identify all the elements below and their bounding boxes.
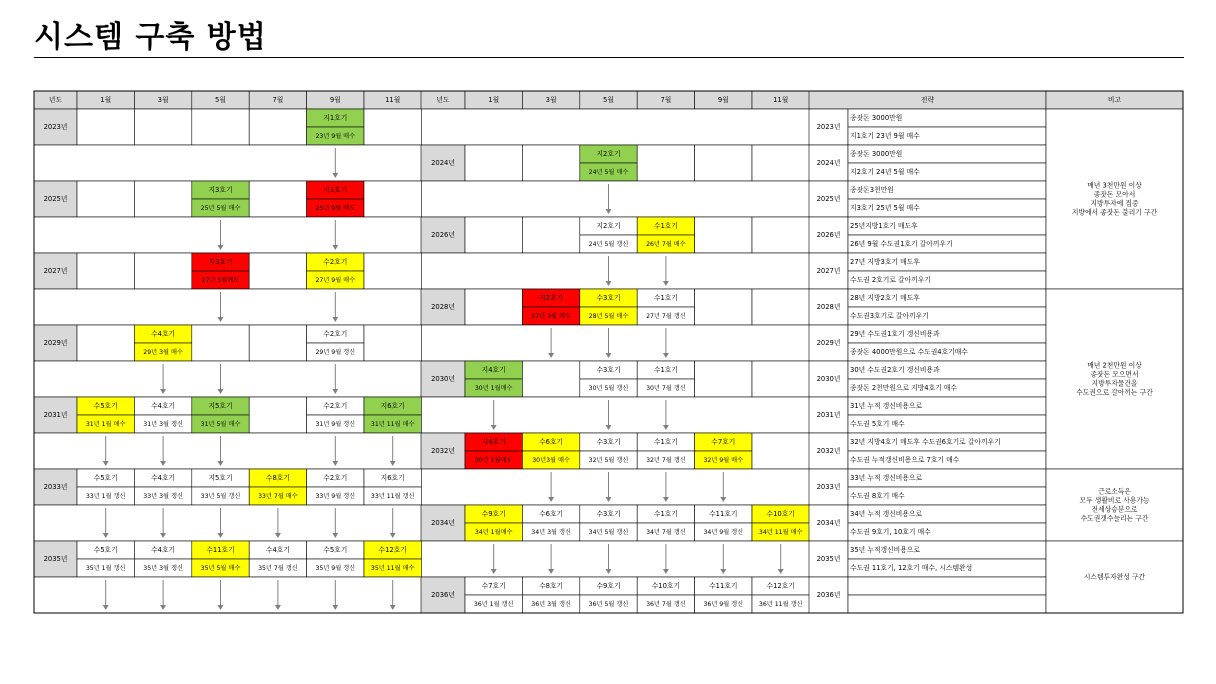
unit-name: 지2호기 <box>539 294 564 302</box>
strategy-line-cell <box>848 595 1046 613</box>
note-line: 전세상승분으로 <box>1091 505 1138 514</box>
empty-month-cell <box>522 217 579 253</box>
unit-action: 28년 5월 매수 <box>588 313 629 320</box>
unit-name: 수3호기 <box>596 366 621 374</box>
unit-name: 수12호기 <box>378 546 407 554</box>
empty-month-cell <box>752 289 809 325</box>
empty-month-cell <box>364 181 421 217</box>
strategy-line: 수도권 11호기, 12호기 매수, 시스템완성 <box>850 564 973 572</box>
unit-name: 수2호기 <box>323 258 348 266</box>
header-month-left: 7월 <box>272 96 284 104</box>
header-month-left: 3월 <box>157 96 169 104</box>
unit-name: 수3호기 <box>596 438 621 446</box>
strategy-line: 25년지방1호기 매도후 <box>850 222 918 230</box>
unit-name: 수8호기 <box>265 474 290 482</box>
note-line: 수도권갯수늘리는 구간 <box>1080 514 1149 523</box>
empty-month-cell <box>752 217 809 253</box>
strategy-line: 수도권 누적갱신비용으로 7호기 매수 <box>850 456 960 464</box>
unit-name: 수2호기 <box>323 330 348 338</box>
strategy-line: 29년 수도권1호기 갱신비용과 <box>850 330 940 338</box>
unit-name: 수2호기 <box>323 402 348 410</box>
empty-month-cell <box>522 145 579 181</box>
unit-name: 수5호기 <box>93 546 118 554</box>
note-line: 모두 생활비로 사용가능 <box>1079 496 1150 505</box>
unit-action: 31년 9월 갱신 <box>315 421 356 428</box>
unit-name: 수10호기 <box>766 510 795 518</box>
note-line: 종잣돈 모아서 <box>1093 190 1136 199</box>
strategy-line: 종잣돈3천만원 <box>850 186 894 194</box>
unit-action: 36년 3월 갱신 <box>531 601 571 608</box>
year-label: 2028년 <box>431 303 455 311</box>
header-month-left: 9월 <box>329 96 341 104</box>
unit-action: 36년 7월 갱신 <box>646 601 686 608</box>
year-label: 2032년 <box>431 447 455 455</box>
unit-name: 수1호기 <box>653 510 678 518</box>
strategy-line: 수도권 9호기, 10호기 매수 <box>850 528 931 536</box>
strategy-line-cell <box>848 577 1046 595</box>
unit-name: 수10호기 <box>651 582 681 590</box>
unit-name: 수9호기 <box>481 510 506 518</box>
unit-name: 수4호기 <box>151 330 176 338</box>
unit-action: 30년3월 매수 <box>532 457 570 464</box>
strategy-line: 수도권 2호기로 갈아끼우기 <box>850 276 931 284</box>
strategy-year-label: 2024년 <box>816 159 841 167</box>
unit-action: 36년 5월 갱신 <box>588 601 629 608</box>
idle-band <box>34 145 421 181</box>
empty-month-cell <box>695 217 752 253</box>
note-line: 시스템투자완성 구간 <box>1083 573 1146 581</box>
unit-action: 35년 9월 갱신 <box>315 565 356 572</box>
idle-band <box>34 217 421 253</box>
unit-action: 35년 11월 매수 <box>370 565 415 572</box>
empty-month-cell <box>249 253 306 289</box>
note-line: 매년 3천만원 이상 <box>1087 181 1142 190</box>
unit-name: 수4호기 <box>151 546 176 554</box>
strategy-line: 31년 누적 갱신비용으로 <box>850 402 923 410</box>
year-label: 2033년 <box>43 483 68 491</box>
strategy-year-label: 2027년 <box>816 267 841 275</box>
header-year-left: 년도 <box>48 96 63 104</box>
unit-action: 35년 1월 갱신 <box>85 565 126 572</box>
unit-name: 수1호기 <box>653 438 678 446</box>
unit-name: 지5호기 <box>208 402 233 410</box>
unit-action: 33년 11월 갱신 <box>370 493 415 500</box>
empty-month-cell <box>637 145 694 181</box>
note-line: 매년 2천만원 이상 <box>1087 361 1142 370</box>
year-label: 2030년 <box>431 375 455 383</box>
header-strategy: 전략 <box>920 96 935 104</box>
year-label: 2035년 <box>43 555 68 563</box>
strategy-line: 지1호기 23년 9월 매수 <box>850 132 920 140</box>
header-year-right: 년도 <box>436 96 450 104</box>
header-month-right: 9월 <box>717 96 729 104</box>
idle-band <box>34 361 421 397</box>
unit-action: 24년 5월 매수 <box>588 169 629 176</box>
note-line: 수도권으로 갈아끼는 구간 <box>1076 388 1153 397</box>
year-label: 2034년 <box>431 519 455 527</box>
unit-name: 지2호기 <box>596 150 621 158</box>
unit-action: 27년 9월 매수 <box>315 277 356 284</box>
header-month-right: 3월 <box>545 96 557 104</box>
strategy-year-label: 2032년 <box>816 447 841 455</box>
idle-band <box>421 469 809 505</box>
unit-name: 수11호기 <box>709 510 738 518</box>
header-month-left: 5월 <box>215 96 226 104</box>
note-line: 근로소득은 <box>1098 487 1131 496</box>
unit-action: 33년 1월 갱신 <box>85 493 126 500</box>
empty-month-cell <box>465 289 522 325</box>
header-month-right: 5월 <box>603 96 614 104</box>
header-month-left: 11월 <box>385 96 401 104</box>
unit-action: 33년 5월 갱신 <box>200 493 241 500</box>
unit-name: 지1호기 <box>323 186 348 194</box>
unit-action: 34년 3월 갱신 <box>531 529 571 536</box>
unit-action: 34년 1월매수 <box>474 529 513 536</box>
unit-action: 32년 7월 갱신 <box>646 457 686 464</box>
unit-action: 34년 11월 매수 <box>758 529 803 536</box>
unit-name: 수8호기 <box>539 582 564 590</box>
strategy-line: 종잣돈 2천만원으로 지방4호기 매수 <box>850 384 958 392</box>
empty-month-cell <box>77 253 134 289</box>
unit-action: 25년 5월 매수 <box>200 205 241 212</box>
empty-month-cell <box>249 325 306 361</box>
empty-month-cell <box>695 145 752 181</box>
empty-month-cell <box>134 253 191 289</box>
unit-name: 수5호기 <box>93 474 118 482</box>
unit-action: 31년 5월 매수 <box>200 421 241 428</box>
unit-name: 지4호기 <box>481 366 506 374</box>
idle-band <box>421 253 809 289</box>
unit-name: 수1호기 <box>653 294 678 302</box>
unit-action: 23년 9월 매수 <box>315 133 356 140</box>
empty-month-cell <box>752 145 809 181</box>
empty-month-cell <box>364 109 421 145</box>
year-label: 2023년 <box>43 123 68 131</box>
unit-name: 수5호기 <box>323 546 348 554</box>
empty-month-cell <box>695 361 752 397</box>
unit-action: 31년 3월 갱신 <box>143 421 183 428</box>
year-label: 2036년 <box>431 591 455 599</box>
unit-name: 수3호기 <box>596 510 621 518</box>
idle-band <box>34 577 421 613</box>
idle-band <box>34 505 421 541</box>
empty-month-cell <box>134 181 191 217</box>
strategy-line: 35년 누적갱신비용으로 <box>850 546 920 554</box>
unit-name: 지1호기 <box>323 114 348 122</box>
empty-month-cell <box>249 397 306 433</box>
unit-name: 수2호기 <box>323 474 348 482</box>
unit-action: 32년 5월 갱신 <box>588 457 629 464</box>
strategy-line: 종잣돈 3000만원 <box>850 150 903 158</box>
unit-name: 수7호기 <box>711 438 736 446</box>
strategy-year-label: 2029년 <box>816 339 841 347</box>
empty-month-cell <box>364 325 421 361</box>
strategy-year-label: 2023년 <box>816 123 841 131</box>
strategy-line: 지2호기 24년 5월 매수 <box>850 168 920 176</box>
unit-action: 26년 7월 매수 <box>646 241 686 248</box>
empty-month-cell <box>77 181 134 217</box>
strategy-line: 종잣돈 3000만원 <box>850 114 903 122</box>
strategy-year-label: 2035년 <box>816 555 841 563</box>
unit-action: 24년 5월 갱신 <box>588 241 629 248</box>
empty-month-cell <box>192 109 249 145</box>
header-month-left: 1월 <box>100 96 112 104</box>
unit-name: 수4호기 <box>151 474 176 482</box>
unit-name: 수7호기 <box>481 582 506 590</box>
note-line: 지방투자물건을 <box>1091 379 1138 388</box>
empty-month-cell <box>77 109 134 145</box>
note-line: 지방에서 종잣돈 불리기 구간 <box>1071 208 1158 217</box>
unit-action: 35년 3월 갱신 <box>143 565 183 572</box>
strategy-line: 26년 9월 수도권1호기 갈아끼우기 <box>850 240 953 248</box>
strategy-year-label: 2026년 <box>816 231 841 239</box>
unit-action: 31년 11월 매수 <box>370 421 415 428</box>
unit-action: 30년 7월 갱신 <box>646 385 686 392</box>
unit-name: 지2호기 <box>596 222 621 230</box>
strategy-line: 32년 지방4호기 매도후 수도권6호기로 갈아끼우기 <box>850 438 1001 446</box>
strategy-year-label: 2030년 <box>816 375 841 383</box>
unit-action: 29년 3월 매수 <box>143 349 183 356</box>
unit-name: 지4호기 <box>481 438 506 446</box>
unit-name: 수9호기 <box>596 582 621 590</box>
strategy-year-label: 2028년 <box>816 303 841 311</box>
unit-action: 30년 5월 갱신 <box>588 385 629 392</box>
strategy-line: 수도권 8호기 매수 <box>850 492 905 500</box>
unit-action: 34년 5월 갱신 <box>588 529 629 536</box>
year-label: 2026년 <box>431 231 455 239</box>
unit-name: 지3호기 <box>208 258 233 266</box>
strategy-line: 종잣돈 4000만원으로 수도권4호기매수 <box>850 348 968 356</box>
unit-action: 25년 9월 매도 <box>315 205 356 212</box>
idle-band <box>421 541 809 577</box>
unit-action: 27년 5월매도 <box>201 277 240 284</box>
empty-month-cell <box>695 289 752 325</box>
unit-action: 33년 7월 매수 <box>258 493 298 500</box>
strategy-line: 지3호기 25년 5월 매수 <box>850 204 920 212</box>
unit-name: 지5호기 <box>208 474 233 482</box>
unit-action: 35년 5월 매수 <box>200 565 241 572</box>
year-label: 2029년 <box>43 339 68 347</box>
unit-name: 수5호기 <box>93 402 118 410</box>
unit-action: 27년 7월 갱신 <box>646 313 686 320</box>
unit-action: 34년 9월 갱신 <box>703 529 744 536</box>
year-label: 2025년 <box>43 195 68 203</box>
strategy-line: 수도권3호기로 갈아끼우기 <box>850 312 929 320</box>
header-note: 비고 <box>1107 96 1122 104</box>
year-label: 2024년 <box>431 159 455 167</box>
empty-month-cell <box>134 109 191 145</box>
empty-month-cell <box>192 325 249 361</box>
unit-name: 수11호기 <box>709 582 738 590</box>
unit-action: 36년 9월 갱신 <box>703 601 744 608</box>
strategy-line: 수도권 5호기 매수 <box>850 420 905 428</box>
strategy-year-label: 2031년 <box>816 411 841 419</box>
empty-month-cell <box>249 109 306 145</box>
strategy-line: 33년 누적 갱신비용으로 <box>850 474 923 482</box>
unit-name: 수11호기 <box>206 546 235 554</box>
header-month-right: 11월 <box>773 96 789 104</box>
year-label: 2031년 <box>43 411 68 419</box>
unit-action: 34년 7월 갱신 <box>646 529 686 536</box>
idle-band <box>421 325 809 361</box>
unit-name: 수6호기 <box>539 510 564 518</box>
unit-action: 27년 3월 매도 <box>531 313 571 320</box>
unit-name: 지6호기 <box>380 402 405 410</box>
unit-name: 수3호기 <box>596 294 621 302</box>
empty-month-cell <box>77 325 134 361</box>
idle-band <box>34 289 421 325</box>
unit-action: 30년 1월매도 <box>474 457 513 464</box>
header-month-right: 7월 <box>660 96 672 104</box>
unit-action: 35년 7월 갱신 <box>258 565 298 572</box>
idle-band <box>34 433 421 469</box>
unit-name: 수4호기 <box>151 402 176 410</box>
idle-band <box>421 109 809 145</box>
unit-name: 지3호기 <box>208 186 233 194</box>
unit-name: 수1호기 <box>653 222 678 230</box>
unit-action: 31년 1월 매수 <box>85 421 126 428</box>
empty-month-cell <box>752 433 809 469</box>
strategy-line: 27년 지방3호기 매도후 <box>850 258 920 266</box>
idle-band <box>421 397 809 433</box>
idle-band <box>421 181 809 217</box>
unit-action: 33년 3월 갱신 <box>143 493 183 500</box>
empty-month-cell <box>522 361 579 397</box>
year-label: 2027년 <box>43 267 68 275</box>
unit-name: 수1호기 <box>653 366 678 374</box>
empty-month-cell <box>752 361 809 397</box>
strategy-year-label: 2025년 <box>816 195 841 203</box>
strategy-line: 30년 수도권2호기 갱신비용과 <box>850 366 940 374</box>
note-line: 지방투자에 집중 <box>1090 199 1139 208</box>
strategy-year-label: 2033년 <box>816 483 841 491</box>
empty-month-cell <box>249 181 306 217</box>
header-month-right: 1월 <box>488 96 500 104</box>
strategy-line: 34년 누적 갱신비용으로 <box>850 510 923 518</box>
empty-month-cell <box>465 145 522 181</box>
unit-action: 30년 1월매수 <box>474 385 513 392</box>
unit-action: 36년 11월 갱신 <box>758 601 803 608</box>
unit-name: 지6호기 <box>380 474 405 482</box>
unit-name: 수6호기 <box>539 438 564 446</box>
strategy-line: 28년 지방2호기 매도후 <box>850 294 920 302</box>
page-title: 시스템 구축 방법 <box>34 20 267 55</box>
note-line: 종잣돈 모으면서 <box>1090 370 1139 379</box>
empty-month-cell <box>364 253 421 289</box>
strategy-year-label: 2036년 <box>816 591 841 599</box>
unit-action: 32년 9월 매수 <box>703 457 744 464</box>
empty-month-cell <box>465 217 522 253</box>
strategy-year-label: 2034년 <box>816 519 841 527</box>
unit-name: 수12호기 <box>766 582 795 590</box>
unit-action: 36년 1월 갱신 <box>473 601 514 608</box>
unit-name: 수4호기 <box>265 546 290 554</box>
unit-action: 33년 9월 갱신 <box>315 493 356 500</box>
unit-action: 29년 9월 갱신 <box>315 349 356 356</box>
